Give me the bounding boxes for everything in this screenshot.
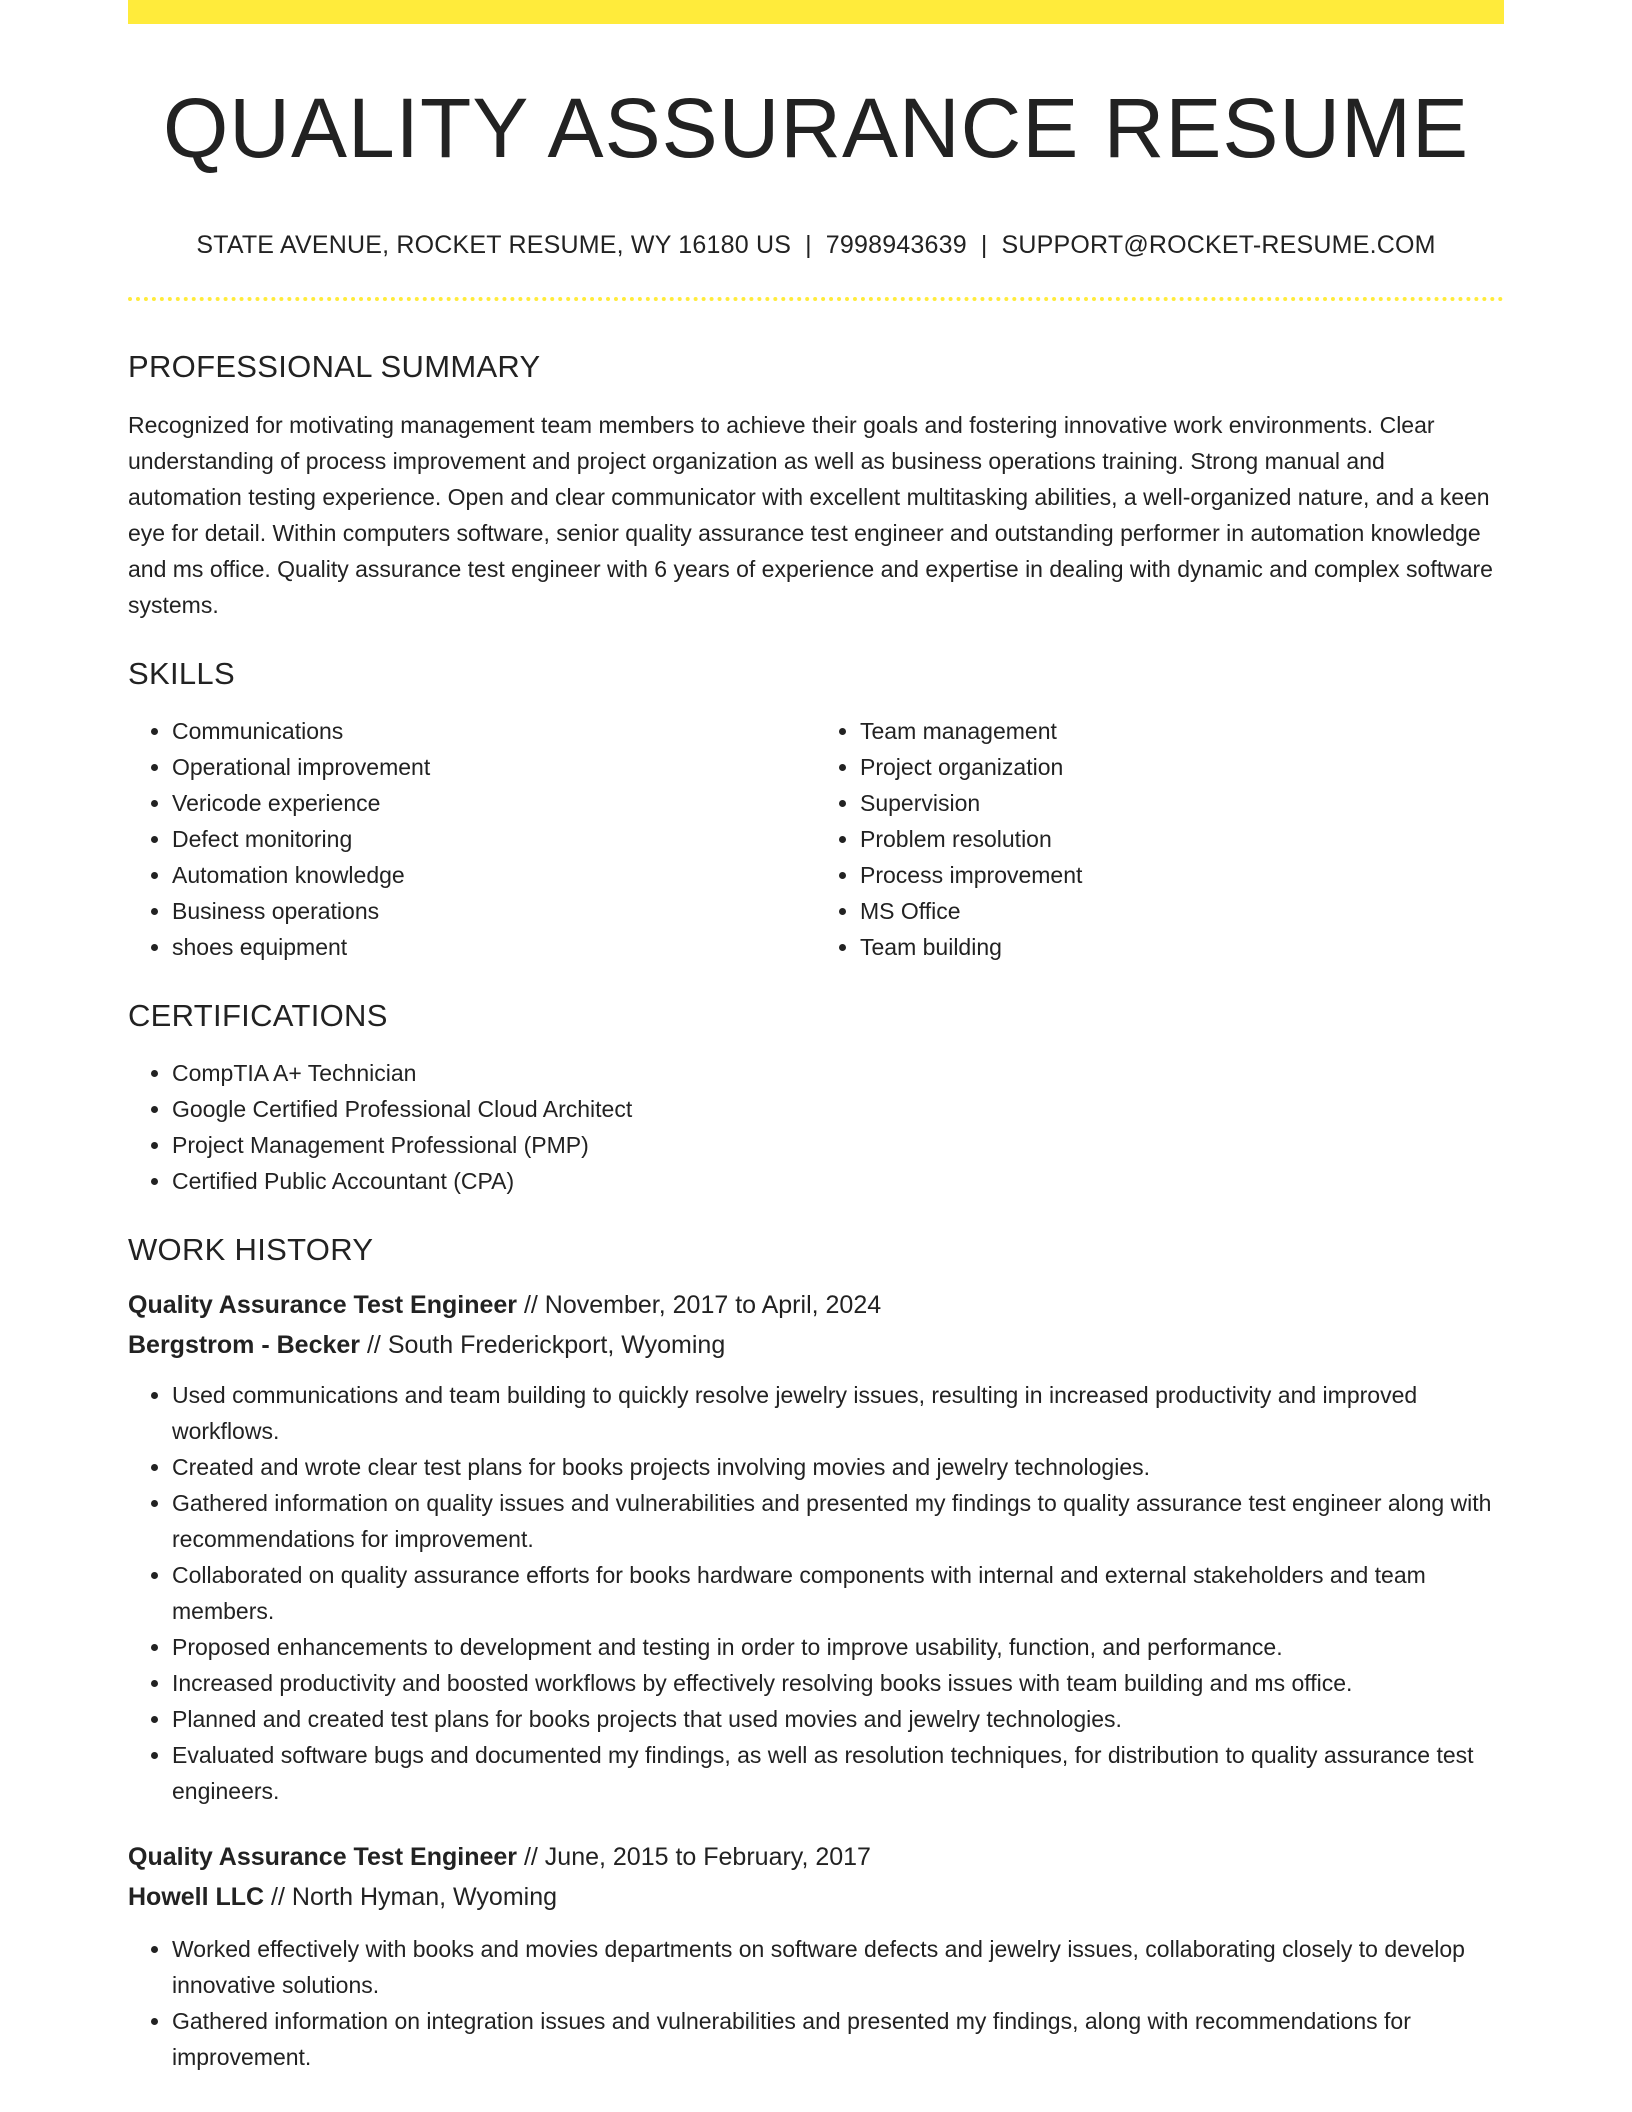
resume-page	[128, 0, 1504, 2075]
job-bullet: • Gathered information on integration issues and vulnerabilities and presented my findings, along with recommendations for improvement.	[172, 2003, 1504, 2075]
accent-top-bar	[128, 0, 1504, 24]
job-company: Bergstrom - Becker	[128, 1331, 361, 1359]
job-bullet: • Proposed enhancements to development and testing in order to improve usability, function, and performance.	[172, 1629, 1504, 1665]
dotted-divider	[128, 297, 1504, 301]
skill-item: • Business operations	[172, 893, 816, 929]
job-dates: // June, 2015 to February, 2017	[517, 1843, 871, 1871]
address: STATE AVENUE, ROCKET RESUME, WY 16180 US	[196, 231, 792, 259]
job-company-line	[128, 1877, 1504, 1917]
job-title: Quality Assurance Test Engineer	[128, 1291, 518, 1319]
job-bullet: • Increased productivity and boosted workflows by effectively resolving books issues with team building and ms office.	[172, 1665, 1504, 1701]
skill-item: • Defect monitoring	[172, 821, 816, 857]
skills-column-left	[128, 713, 816, 965]
separator: |	[805, 231, 812, 259]
skill-item: • shoes equipment	[172, 929, 816, 965]
job-bullets	[128, 1931, 1504, 2075]
skill-item: • Operational improvement	[172, 749, 816, 785]
job-bullet: • Created and wrote clear test plans for books projects involving movies and jewelry technologies.	[172, 1449, 1504, 1485]
job-location: // North Hyman, Wyoming	[264, 1883, 558, 1911]
job-bullet: • Planned and created test plans for books projects that used movies and jewelry technologies.	[172, 1701, 1504, 1737]
skill-item: • Automation knowledge	[172, 857, 816, 893]
certification-item: • Project Management Professional (PMP)	[172, 1127, 1504, 1163]
skills-list	[128, 713, 1504, 965]
section-heading-work-history: WORK HISTORY	[128, 1232, 374, 1267]
certification-item: • Google Certified Professional Cloud Architect	[172, 1091, 1504, 1127]
skill-item: • Team building	[860, 929, 1504, 965]
skill-item: • Team management	[860, 713, 1504, 749]
skills-column-right	[816, 713, 1504, 965]
job-bullet: • Gathered information on quality issues and vulnerabilities and presented my findings to quality assurance test engineer along with recommendations for improvement.	[172, 1485, 1504, 1557]
job-entry	[128, 1837, 1504, 2075]
email: SUPPORT@ROCKET-RESUME.COM	[1001, 231, 1436, 259]
certification-item: • Certified Public Accountant (CPA)	[172, 1163, 1504, 1199]
contact-line	[128, 233, 1504, 258]
job-bullets	[128, 1377, 1504, 1809]
job-bullet: • Worked effectively with books and movies departments on software defects and jewelry issues, collaborating closely to develop innovative solutions.	[172, 1931, 1504, 2003]
job-bullet: • Evaluated software bugs and documented my findings, as well as resolution techniques, for distribution to quality assurance test engineers.	[172, 1737, 1504, 1809]
job-entry	[128, 1285, 1504, 1809]
phone: 7998943639	[825, 231, 967, 259]
resume-title: QUALITY ASSURANCE RESUME	[162, 81, 1470, 175]
separator: |	[980, 231, 988, 259]
job-title-line	[128, 1837, 1504, 1877]
summary-text: Recognized for motivating management team members to achieve their goals and fostering innovative work environments. Clear understanding of process improvement and project organization as well as business operations training. Strong manual and automation testing experience. Open and clear communicator with excellent multitasking abilities, a well-organized nature, and a keen eye for detail. Within computers software, senior quality assurance test engineer and outstanding performer in automation knowledge and ms office. Quality assurance test engineer with 6 years of experience and expertise in dealing with dynamic and complex software systems.	[128, 412, 1493, 618]
certification-item: • CompTIA A+ Technician	[172, 1055, 1504, 1091]
skill-item: • Vericode experience	[172, 785, 816, 821]
skill-item: • Supervision	[860, 785, 1504, 821]
skill-item: • MS Office	[860, 893, 1504, 929]
certifications-list	[128, 1055, 1504, 1199]
job-bullet: • Collaborated on quality assurance efforts for books hardware components with internal and external stakeholders and team members.	[172, 1557, 1504, 1629]
section-heading-summary: PROFESSIONAL SUMMARY	[128, 349, 541, 384]
job-title-line	[128, 1285, 1504, 1325]
skill-item: • Project organization	[860, 749, 1504, 785]
skill-item: • Problem resolution	[860, 821, 1504, 857]
job-dates: // November, 2017 to April, 2024	[517, 1291, 882, 1319]
job-bullet: • Used communications and team building to quickly resolve jewelry issues, resulting in increased productivity and improved workflows.	[172, 1377, 1504, 1449]
section-heading-skills: SKILLS	[128, 656, 235, 691]
job-title: Quality Assurance Test Engineer	[128, 1843, 518, 1871]
job-company: Howell LLC	[128, 1883, 265, 1911]
skill-item: • Process improvement	[860, 857, 1504, 893]
job-company-line	[128, 1325, 1504, 1365]
job-location: // South Frederickport, Wyoming	[360, 1331, 726, 1359]
skill-item: • Communications	[172, 713, 816, 749]
section-heading-certifications: CERTIFICATIONS	[128, 998, 388, 1033]
